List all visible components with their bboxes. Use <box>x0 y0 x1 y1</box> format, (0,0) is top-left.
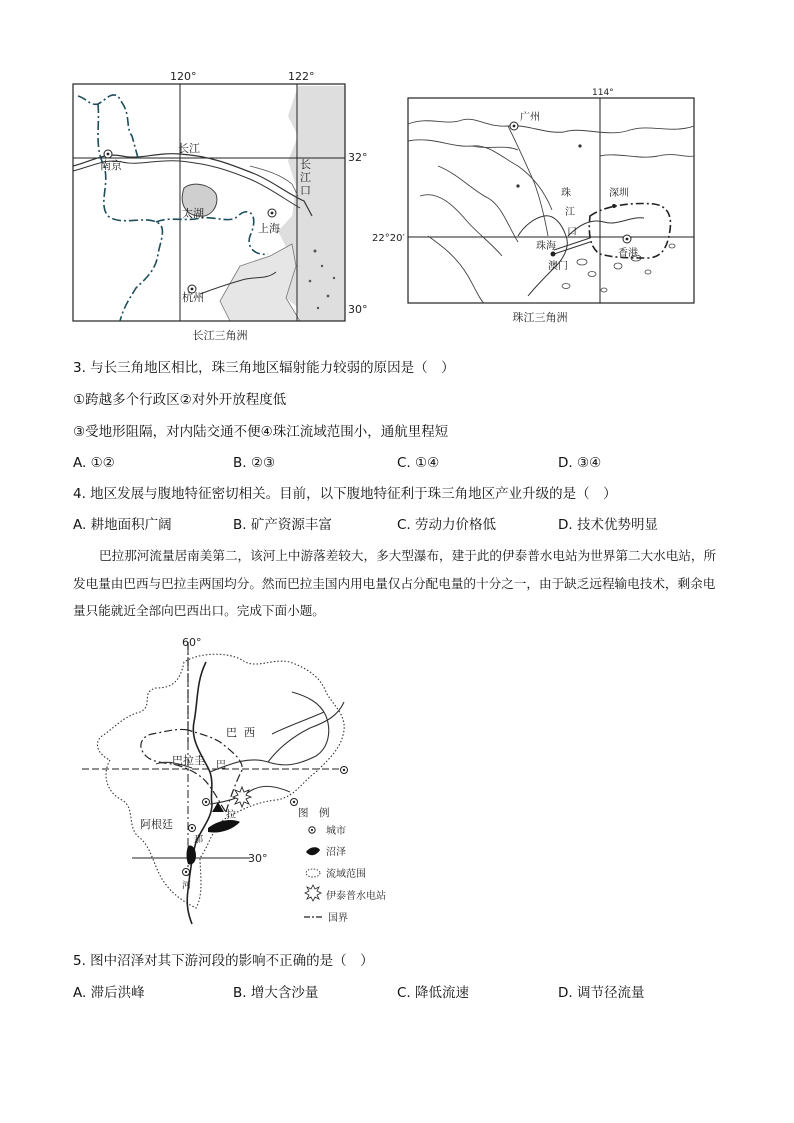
place-estuary-1: 长 <box>300 158 311 171</box>
q5-stem: 5. 图中沼泽对其下游河段的影响不正确的是（ ） <box>73 953 374 969</box>
basin-outline <box>97 654 344 908</box>
q5-option-a[interactable]: A. 滞后洪峰 <box>73 985 145 1001</box>
q3-option-d[interactable]: D. ③④ <box>558 455 602 471</box>
city-marker-shenzhen <box>612 204 616 208</box>
place-changjiang: 长江 <box>178 142 200 155</box>
q4-option-b[interactable]: B. 矿产资源丰富 <box>233 517 332 533</box>
pearl-delta-map <box>368 86 698 311</box>
q4-option-c[interactable]: C. 劳动力价格低 <box>397 517 497 533</box>
map1-caption: 长江三角洲 <box>192 329 248 342</box>
yangtze-delta-map <box>60 66 380 346</box>
country-paraguay: 巴拉圭 <box>172 754 205 767</box>
lon-label-60: 60° <box>182 636 202 649</box>
place-shanghai: 上海 <box>258 222 280 235</box>
river-label-2: 拉 <box>226 810 236 821</box>
place-estuary-2: 江 <box>300 171 311 184</box>
hzmb-bridge <box>554 238 590 254</box>
q3-option-c[interactable]: C. ①④ <box>397 455 440 471</box>
place-estuary-3: 口 <box>300 184 311 197</box>
legend-power-station-icon <box>305 885 321 901</box>
q4-stem: 4. 地区发展与腹地特征密切相关。目前，以下腹地特征利于珠三角地区产业升级的是（ ） <box>73 486 617 502</box>
q4-option-d[interactable]: D. 技术优势明显 <box>558 517 658 533</box>
q3-stem: 3. 与长三角地区相比，珠三角地区辐射能力较弱的原因是（ ） <box>73 360 455 376</box>
swamp-1 <box>208 820 240 833</box>
country-argentina: 阿根廷 <box>140 818 173 831</box>
lat-label-32: 32° <box>348 151 368 164</box>
place-nanjing: 南京 <box>100 159 122 172</box>
place-hangzhou: 杭州 <box>182 291 204 304</box>
lat-label-2220: 22°20′ <box>372 233 405 244</box>
lon-label-114: 114° <box>592 88 614 98</box>
q5-option-d[interactable]: D. 调节径流量 <box>558 985 645 1001</box>
city-marker-zhuhai <box>551 252 556 257</box>
lon-label-122: 122° <box>288 70 315 83</box>
place-shenzhen: 深圳 <box>609 188 629 199</box>
place-zhuhai: 珠海 <box>536 241 556 252</box>
river-label-1: 巴 <box>216 760 226 771</box>
legend-swamp-icon <box>306 847 320 855</box>
lat-label-30: 30° <box>248 852 268 865</box>
legend-swamp-label: 沼泽 <box>326 847 346 858</box>
legend-city-label: 城市 <box>326 826 346 837</box>
lon-label-120: 120° <box>170 70 197 83</box>
q3-statements-2: ③受地形阻隔，对内陆交通不便④珠江流域范围小，通航里程短 <box>73 424 449 440</box>
place-guangzhou: 广州 <box>520 112 540 123</box>
q5-option-b[interactable]: B. 增大含沙量 <box>233 985 319 1001</box>
legend-power-station-label: 伊泰普水电站 <box>326 891 386 902</box>
parana-basin-map <box>80 632 420 932</box>
q3-option-a[interactable]: A. ①② <box>73 455 115 471</box>
country-brazil-1: 巴 <box>226 726 237 739</box>
reading-passage: 巴拉那河流量居南美第二，该河上中游落差较大，多大型瀑布，建于此的伊泰普水电站为世界第二大水电站，所发电量由巴西与巴拉圭两国均分。然而巴拉圭国内用电量仅占分配电量的十分之一，由于缺乏远程输电技术，剩余电量只能就近全部向巴西出口。完成下面小题。 <box>73 548 717 618</box>
place-taihu: 太湖 <box>182 207 204 220</box>
itaipu-power-station-icon <box>233 787 251 807</box>
place-hongkong: 香港 <box>618 248 638 259</box>
q5-option-c[interactable]: C. 降低流速 <box>397 985 470 1001</box>
map2-caption: 珠江三角洲 <box>512 311 568 324</box>
legend-basin-icon <box>306 869 320 877</box>
legend-title: 图 例 <box>298 807 330 819</box>
q3-option-b[interactable]: B. ②③ <box>233 455 276 471</box>
q4-option-a[interactable]: A. 耕地面积广阔 <box>73 517 172 533</box>
lat-label-30: 30° <box>348 303 368 316</box>
river-label-4: 河 <box>182 881 192 891</box>
country-brazil-2: 西 <box>244 726 255 739</box>
place-pearl-1: 珠 <box>561 188 571 199</box>
place-pearl-3: 口 <box>567 227 577 238</box>
map-legend <box>298 806 386 924</box>
legend-border-label: 国界 <box>328 913 348 924</box>
q3-statements-1: ①跨越多个行政区②对外开放程度低 <box>73 392 287 408</box>
legend-basin-label: 流域范围 <box>326 869 366 880</box>
place-macau: 澳门 <box>548 261 568 272</box>
place-pearl-2: 江 <box>565 207 575 218</box>
river-label-3: 那 <box>194 835 204 845</box>
